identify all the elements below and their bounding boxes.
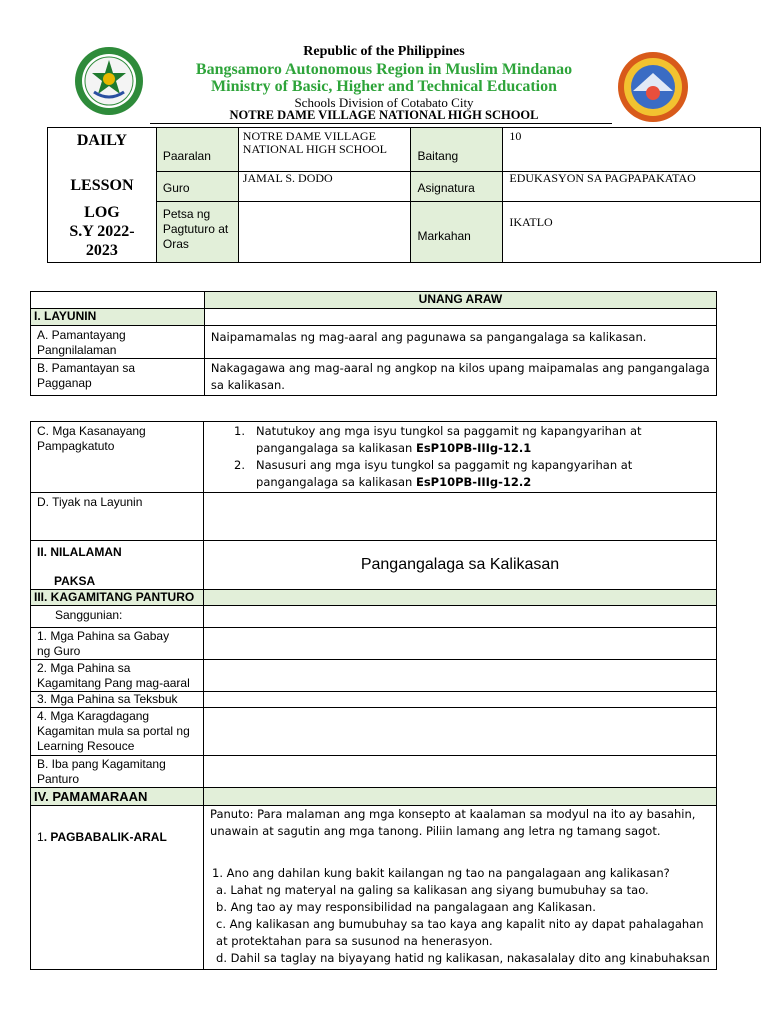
pamantayan-pagganap-value: Nakagagawa ang mag-aaral ng angkop na kilos upang maipamalas ang pangangalaga sa kalikasan. [210, 361, 710, 392]
kagamitang-pang-mag-aaral-label: 2. Mga Pahina sa Kagamitang Pang mag-aaral [37, 661, 190, 690]
gabay-guro-label: 1. Mga Pahina sa Gabay ng Guro [37, 629, 170, 658]
title-log: LOG [84, 204, 120, 221]
panuto-text: Panuto: Para malaman ang mga konsepto at kaalaman sa modyul na ito ay basahin, unawain at sagutin ang mga tanong. Piliin lamang ang letra ng tamang sagot. [210, 807, 696, 838]
asignatura-value: EDUKASYON SA PAGPAPAKATAO [509, 171, 696, 185]
kasanayan-item-1-num: 1. [234, 424, 246, 438]
info-table [47, 127, 761, 263]
guro-label: Guro [162, 181, 190, 195]
pamamaraan-heading: IV. PAMAMARAAN [34, 789, 148, 804]
kasanayan-item-2 [234, 457, 710, 491]
paaralan-value: NOTRE DAME VILLAGE NATIONAL HIGH SCHOOL [242, 129, 388, 156]
kasanayan-item-1-text: Natutukoy ang mga isyu tungkol sa paggamit ng kapangyarihan at pangangalaga sa kalikasan EsP10PB-IIIg-12.1 [256, 424, 642, 455]
kasanayan-label: C. Mga Kasanayang Pampagkatuto [37, 424, 146, 453]
sanggunian-label: Sanggunian: [55, 608, 123, 622]
guro-value: JAMAL S. DODO [242, 171, 333, 185]
kasanayan-item-2-text: Nasusuri ang mga isyu tungkol sa paggamit ng kapangyarihan at pangangalaga sa kalikasan EsP10PB-IIIg-12.2 [256, 458, 633, 489]
division-line: Schools Division of Cotabato City [294, 95, 474, 110]
balik-aral-num: 1 [37, 830, 44, 844]
kasanayan-item-1-code: EsP10PB-IIIg-12.1 [415, 441, 532, 455]
objectives-table [30, 291, 717, 396]
iba-pang-kagamitan-label: B. Iba pang Kagamitang Panturo [37, 757, 166, 786]
karagdagang-kagamitan-label: 4. Mga Karagdagang Kagamitan mula sa portal ng Learning Resouce [37, 709, 190, 753]
pamantayang-pangnilalaman-label: A. Pamantayang Pangnilalaman [37, 328, 126, 357]
layunin-heading: I. LAYUNIN [34, 309, 97, 323]
lesson-table [30, 421, 717, 970]
pamantayang-pangnilalaman-value: Naipamamalas ng mag-aaral ang pagunawa sa pangangalaga sa kalikasan. [210, 330, 647, 344]
kasanayan-item-2-num: 2. [234, 458, 246, 472]
title-daily: DAILY [76, 132, 127, 149]
title-year: 2023 [85, 242, 118, 259]
teksbuk-label: 3. Mga Pahina sa Teksbuk [37, 692, 178, 706]
choice-a: a. Lahat ng materyal na galing sa kalikasan ang siyang bumubuhay sa tao. [216, 883, 649, 897]
asignatura-label: Asignatura [417, 181, 475, 195]
kasanayan-item-2-code: EsP10PB-IIIg-12.2 [415, 475, 532, 489]
markahan-label: Markahan [417, 228, 471, 243]
region-line: Bangsamoro Autonomous Region in Muslim Mindanao [195, 61, 573, 78]
school-line: NOTRE DAME VILLAGE NATIONAL HIGH SCHOOL [229, 108, 539, 122]
tiyak-layunin-label: D. Tiyak na Layunin [37, 495, 143, 509]
baitang-value: 10 [509, 129, 522, 143]
kagamitan-heading: III. KAGAMITANG PANTURO [34, 590, 195, 604]
header-divider [150, 123, 612, 124]
title-sy: S.Y 2022- [69, 223, 135, 240]
republic-line: Republic of the Philippines [303, 44, 465, 59]
markahan-value: IKATLO [509, 215, 553, 229]
pamantayan-pagganap-label: B. Pamantayan sa Pagganap [37, 361, 136, 390]
ministry-line: Ministry of Basic, Higher and Technical Education [211, 78, 557, 95]
choice-c: c. Ang kalikasan ang bumubuhay sa tao kaya ang kapalit nito ay dapat pahalagahan at protektahan para sa susunod na henerasyon. [216, 917, 704, 948]
paaralan-label: Paaralan [162, 149, 211, 163]
balik-aral-label: . PAGBABALIK-ARAL [43, 830, 167, 844]
question-1: 1. Ano ang dahilan kung bakit kailangan ng tao na pangalagaan ang kalikasan? [212, 866, 670, 880]
title-lesson: LESSON [70, 177, 134, 194]
dll-title [48, 128, 157, 263]
baitang-label: Baitang [417, 149, 459, 163]
petsa-label: Petsa ng Pagtuturo at Oras [162, 207, 229, 251]
paksa-label: PAKSA [54, 574, 96, 588]
kasanayan-item-1 [234, 423, 710, 457]
day-header: UNANG ARAW [418, 292, 503, 306]
nilalaman-heading: II. NILALAMAN [37, 545, 122, 559]
choice-b: b. Ang tao ay may responsibilidad na pangalagaan ang Kalikasan. [216, 900, 596, 914]
topic-title: Pangangalaga sa Kalikasan [360, 556, 560, 573]
choice-d: d. Dahil sa taglay na biyayang hatid ng kalikasan, nakasalalay dito ang kinabuhaksan [216, 951, 710, 965]
